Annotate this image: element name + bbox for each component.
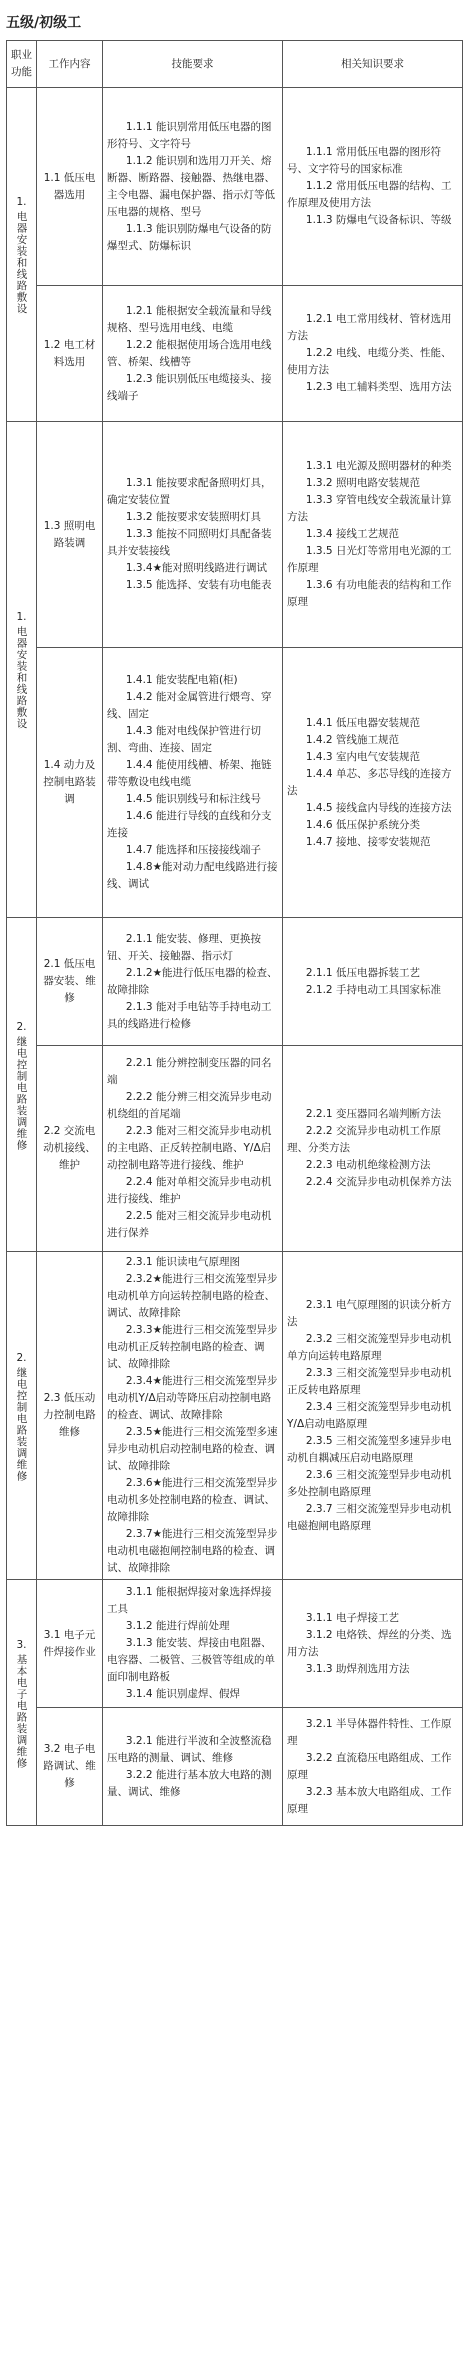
- skills-cell: [103, 1046, 283, 1252]
- knowledge-item: 1.1.2 常用低压电器的结构、工作原理及使用方法: [287, 180, 452, 209]
- table-row: [7, 1252, 463, 1580]
- knowledge-cell: [283, 918, 463, 1046]
- knowledge-item: 1.3.1 电光源及照明器材的种类: [305, 460, 452, 472]
- skills-cell: [103, 88, 283, 286]
- table-row: [7, 1708, 463, 1826]
- knowledge-item: 1.3.4 接线工艺规范: [305, 528, 399, 540]
- knowledge-item: 1.3.6 有功电能表的结构和工作原理: [287, 579, 452, 608]
- function-cell: [7, 422, 37, 918]
- skill-item: 2.3.7★能进行三相交流笼型异步电动机电磁抱闸控制电路的检查、调试、故障排除: [107, 1528, 278, 1574]
- knowledge-item: 2.2.4 交流异步电动机保养方法: [305, 1176, 452, 1188]
- knowledge-item: 2.3.2 三相交流笼型异步电动机单方向运转电路原理: [287, 1332, 452, 1362]
- function-name: 电器安装和线路敷设: [15, 626, 28, 730]
- function-name: 基本电子电路装调维修: [15, 1653, 28, 1769]
- knowledge-item: 2.1.2 手持电动工具国家标准: [305, 983, 441, 996]
- skill-item: 3.2.1 能进行半波和全波整流稳压电路的测量、调试、维修: [107, 1734, 272, 1764]
- knowledge-item: 2.3.1 电气原理图的识读分析方法: [287, 1298, 452, 1328]
- table-row: [7, 88, 463, 286]
- function-number: 2.: [16, 1020, 27, 1033]
- knowledge-item: 3.2.1 半导体器件特性、工作原理: [287, 1717, 452, 1747]
- knowledge-cell: [283, 1046, 463, 1252]
- skill-item: 1.4.6 能进行导线的直线和分支连接: [107, 810, 272, 839]
- skills-table: [6, 40, 463, 1826]
- skill-item: 2.1.3 能对手电钻等手持电动工具的线路进行检修: [107, 1000, 272, 1030]
- knowledge-item: 2.3.5 三相交流笼型多速异步电动机自耦减压启动电路原理: [287, 1434, 452, 1464]
- knowledge-item: 3.2.3 基本放大电路组成、工作原理: [287, 1785, 452, 1815]
- knowledge-item: 1.1.3 防爆电气设备标识、等级: [305, 214, 452, 226]
- skill-item: 1.2.2 能根据使用场合选用电线管、桥架、线槽等: [107, 338, 272, 368]
- skills-cell: [103, 918, 283, 1046]
- skill-item: 2.3.4★能进行三相交流笼型异步电动机Y/Δ启动等降压启动控制电路的检查、调试、故障排除: [107, 1375, 278, 1421]
- table-row: [7, 422, 463, 648]
- knowledge-item: 2.2.1 变压器同名端判断方法: [305, 1108, 441, 1120]
- knowledge-cell: [283, 286, 463, 422]
- knowledge-cell: [283, 422, 463, 648]
- table-row: [7, 1580, 463, 1708]
- function-cell: [7, 1252, 37, 1580]
- skill-item: 3.1.3 能安装、焊接由电阻器、电容器、二极管、三极管等组成的单面印制电路板: [107, 1637, 275, 1683]
- work-content-cell: 1.2 电工材料选用: [37, 286, 103, 422]
- knowledge-item: 2.3.6 三相交流笼型异步电动机多处控制电路原理: [287, 1468, 452, 1498]
- knowledge-cell: [283, 1252, 463, 1580]
- knowledge-item: 3.1.2 电烙铁、焊丝的分类、选用方法: [287, 1628, 452, 1658]
- skill-item: 1.2.3 能识别低压电缆接头、接线端子: [107, 372, 272, 402]
- knowledge-item: 2.2.3 电动机绝缘检测方法: [305, 1159, 431, 1171]
- knowledge-item: 2.3.3 三相交流笼型异步电动机正反转电路原理: [287, 1366, 452, 1396]
- skill-item: 1.3.2 能按要求安装照明灯具: [125, 511, 261, 523]
- header-work-content: 工作内容: [37, 41, 103, 88]
- knowledge-item: 1.4.1 低压电器安装规范: [305, 716, 420, 729]
- skill-item: 1.4.3 能对电线保护管进行切割、弯曲、连接、固定: [107, 725, 261, 754]
- work-content-cell: 1.4 动力及控制电路装调: [37, 648, 103, 918]
- knowledge-item: 2.1.1 低压电器拆装工艺: [305, 966, 420, 979]
- skill-item: 1.3.1 能按要求配备照明灯具，确定安装位置: [107, 477, 272, 506]
- knowledge-item: 1.2.1 电工常用线材、管材选用方法: [287, 313, 452, 342]
- skill-item: 1.4.8★能对动力配电线路进行接线、调试: [107, 861, 278, 890]
- skill-item: 1.2.1 能根据安全载流量和导线规格、型号选用电线、电缆: [107, 304, 272, 334]
- knowledge-item: 3.1.3 助焊剂选用方法: [305, 1662, 410, 1675]
- knowledge-cell: [283, 648, 463, 918]
- skill-item: 1.4.7 能选择和压接接线端子: [125, 844, 261, 856]
- skill-item: 3.1.1 能根据焊接对象选择焊接工具: [107, 1586, 272, 1615]
- skill-item: 2.2.1 能分辨控制变压器的同名端: [107, 1057, 272, 1086]
- skills-cell: [103, 422, 283, 648]
- knowledge-item: 1.2.2 电线、电缆分类、性能、使用方法: [287, 347, 452, 376]
- knowledge-cell: [283, 88, 463, 286]
- knowledge-item: 1.4.5 接线盒内导线的连接方法: [305, 801, 452, 814]
- skill-item: 1.3.5 能选择、安装有功电能表: [125, 579, 272, 591]
- work-content-cell: 1.1 低压电器选用: [37, 88, 103, 286]
- knowledge-item: 1.2.3 电工辅料类型、选用方法: [305, 381, 452, 393]
- function-cell: [7, 88, 37, 422]
- skill-item: 2.1.1 能安装、修理、更换按钮、开关、接触器、指示灯: [107, 932, 261, 962]
- table-row: [7, 648, 463, 918]
- function-cell: [7, 918, 37, 1252]
- work-content-cell: 3.2 电子电路调试、维修: [37, 1708, 103, 1826]
- skill-item: 1.1.2 能识别和选用刀开关、熔断器、断路器、接触器、热继电器、主令电器、漏电保护器、指示灯等低压电器的规格、型号: [107, 154, 275, 218]
- function-name: 继电控制电路装调维修: [15, 1366, 28, 1482]
- knowledge-item: 1.4.2 管线施工规范: [305, 733, 399, 746]
- knowledge-item: 1.1.1 常用低压电器的图形符号、文字符号的国家标准: [287, 146, 441, 175]
- skill-item: 2.1.2★能进行低压电器的检查、故障排除: [107, 966, 278, 996]
- skill-item: 2.3.5★能进行三相交流笼型多速异步电动机启动控制电路的检查、调试、故障排除: [107, 1426, 278, 1472]
- function-cell: [7, 1580, 37, 1826]
- skill-item: 1.4.1 能安装配电箱(柜): [125, 674, 238, 686]
- skill-item: 2.3.3★能进行三相交流笼型异步电动机正反转控制电路的检查、调试、故障排除: [107, 1324, 278, 1370]
- skill-item: 1.1.1 能识别常用低压电器的图形符号、文字符号: [107, 120, 272, 150]
- work-content-cell: 3.1 电子元件焊接作业: [37, 1580, 103, 1708]
- knowledge-cell: [283, 1708, 463, 1826]
- table-row: [7, 286, 463, 422]
- page-heading: 五级/初级工: [6, 15, 82, 31]
- knowledge-item: 1.3.5 日光灯等常用电光源的工作原理: [287, 545, 452, 574]
- knowledge-item: 2.3.7 三相交流笼型异步电动机电磁抱闸电路原理: [287, 1502, 452, 1532]
- work-content-cell: 2.1 低压电器安装、维修: [37, 918, 103, 1046]
- knowledge-item: 1.4.4 单芯、多芯导线的连接方法: [287, 767, 452, 797]
- skill-item: 2.3.1 能识读电气原理图: [125, 1256, 240, 1268]
- knowledge-item: 3.2.2 直流稳压电路组成、工作原理: [287, 1751, 452, 1781]
- header-knowledge: 相关知识要求: [283, 41, 463, 88]
- table-row: [7, 1046, 463, 1252]
- knowledge-item: 1.4.3 室内电气安装规范: [305, 750, 420, 763]
- function-name: 继电控制电路装调维修: [15, 1035, 28, 1151]
- knowledge-item: 1.3.3 穿管电线安全载流量计算方法: [287, 494, 452, 523]
- skills-cell: [103, 1252, 283, 1580]
- skill-item: 1.3.3 能按不同照明灯具配备装具并安装接线: [107, 528, 272, 557]
- skill-item: 3.2.2 能进行基本放大电路的测量、调试、维修: [107, 1768, 272, 1798]
- skill-item: 2.3.2★能进行三相交流笼型异步电动机单方向运转控制电路的检查、调试、故障排除: [107, 1273, 278, 1319]
- skill-item: 1.4.2 能对金属管进行煨弯、穿线、固定: [107, 691, 272, 720]
- skill-item: 1.4.4 能使用线槽、桥架、拖链带等敷设电线电缆: [107, 759, 272, 788]
- skill-item: 3.1.2 能进行焊前处理: [125, 1620, 230, 1632]
- function-number: 3.: [16, 1638, 27, 1651]
- header-skills: 技能要求: [103, 41, 283, 88]
- skill-item: 3.1.4 能识别虚焊、假焊: [125, 1688, 240, 1700]
- skill-item: 2.2.3 能对三相交流异步电动机的主电路、正反转控制电路、Y/Δ启动控制电路等进行接线、维护: [107, 1125, 272, 1171]
- skill-item: 2.2.5 能对三相交流异步电动机进行保养: [107, 1210, 272, 1239]
- function-number: 1.: [16, 196, 27, 209]
- work-content-cell: 1.3 照明电路装调: [37, 422, 103, 648]
- knowledge-item: 1.3.2 照明电路安装规范: [305, 477, 420, 489]
- knowledge-cell: [283, 1580, 463, 1708]
- function-number: 2.: [16, 1351, 27, 1364]
- knowledge-item: 2.2.2 交流异步电动机工作原理、分类方法: [287, 1125, 441, 1154]
- work-content-cell: 2.3 低压动力控制电路维修: [37, 1252, 103, 1580]
- skills-cell: [103, 286, 283, 422]
- knowledge-item: 1.4.6 低压保护系统分类: [305, 818, 420, 831]
- table-row: [7, 918, 463, 1046]
- function-name: 电器安装和线路敷设: [15, 211, 28, 315]
- table-header-row: [7, 41, 463, 88]
- function-number: 1.: [16, 611, 27, 624]
- knowledge-item: 1.4.7 接地、接零安装规范: [305, 835, 431, 848]
- knowledge-item: 3.1.1 电子焊接工艺: [305, 1611, 399, 1624]
- skill-item: 1.4.5 能识别线号和标注线号: [125, 793, 261, 805]
- work-content-cell: 2.2 交流电动机接线、维护: [37, 1046, 103, 1252]
- skill-item: 1.1.3 能识别防爆电气设备的防爆型式、防爆标识: [107, 222, 272, 252]
- skill-item: 2.2.4 能对单相交流异步电动机进行接线、维护: [107, 1176, 272, 1205]
- header-function: 职业功能: [7, 41, 37, 88]
- skill-item: 2.2.2 能分辨三相交流异步电动机绕组的首尾端: [107, 1091, 272, 1120]
- skill-item: 1.3.4★能对照明线路进行调试: [125, 562, 268, 574]
- skills-cell: [103, 648, 283, 918]
- knowledge-item: 2.3.4 三相交流笼型异步电动机Y/Δ启动电路原理: [287, 1400, 452, 1430]
- skills-cell: [103, 1580, 283, 1708]
- skill-item: 2.3.6★能进行三相交流笼型异步电动机多处控制电路的检查、调试、故障排除: [107, 1477, 278, 1523]
- skills-cell: [103, 1708, 283, 1826]
